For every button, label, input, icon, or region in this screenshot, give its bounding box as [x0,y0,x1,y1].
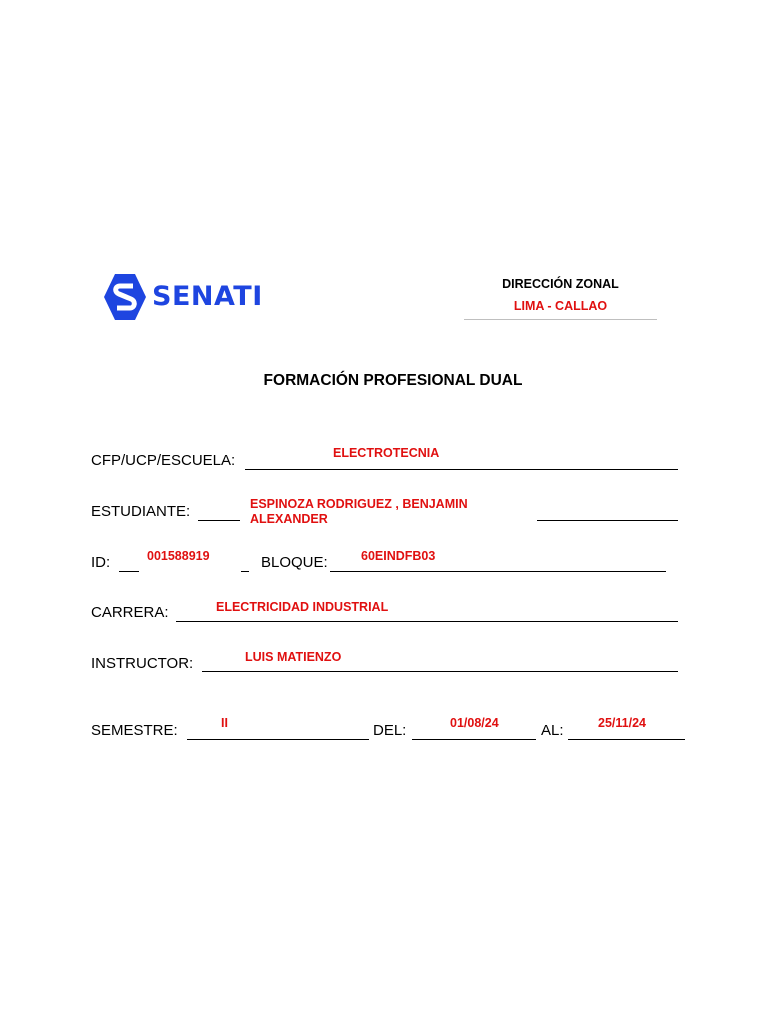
carrera-label: CARRERA: [91,604,169,621]
instructor-label: INSTRUCTOR: [91,655,194,672]
carrera-value: ELECTRICIDAD INDUSTRIAL [216,600,389,614]
al-underline [568,739,685,740]
instructor-value: LUIS MATIENZO [245,650,342,664]
escuela-label: CFP/UCP/ESCUELA: [91,452,236,469]
del-label: DEL: [373,722,407,739]
direccion-zonal-label: DIRECCIÓN ZONAL [502,277,619,291]
al-value: 25/11/24 [598,716,646,730]
estudiante-value-line2: ALEXANDER [250,512,328,526]
estudiante-label: ESTUDIANTE: [91,503,191,520]
id-underline-right [241,571,249,572]
logo-wordmark: SENATI [152,281,263,312]
direccion-zonal-underline [464,319,657,320]
al-label: AL: [541,722,564,739]
id-underline-left [119,571,139,572]
senati-logo [104,274,264,320]
id-value: 001588919 [147,549,210,563]
semestre-underline [187,739,369,740]
instructor-underline [202,671,678,672]
bloque-label: BLOQUE: [261,554,328,571]
senati-logo-icon [104,274,146,320]
carrera-underline [176,621,678,622]
estudiante-underline-right [537,520,678,521]
del-underline [412,739,536,740]
del-value: 01/08/24 [450,716,499,730]
escuela-value: ELECTROTECNIA [333,446,440,460]
escuela-underline [245,469,678,470]
semestre-value: II [221,716,228,730]
id-label: ID: [91,554,111,571]
bloque-underline [330,571,666,572]
page-title: FORMACIÓN PROFESIONAL DUAL [263,372,523,389]
estudiante-value-line1: ESPINOZA RODRIGUEZ , BENJAMIN [250,497,468,511]
direccion-zonal-value: LIMA - CALLAO [513,299,608,313]
bloque-value: 60EINDFB03 [361,549,436,563]
estudiante-underline-left [198,520,240,521]
semestre-label: SEMESTRE: [91,722,178,739]
